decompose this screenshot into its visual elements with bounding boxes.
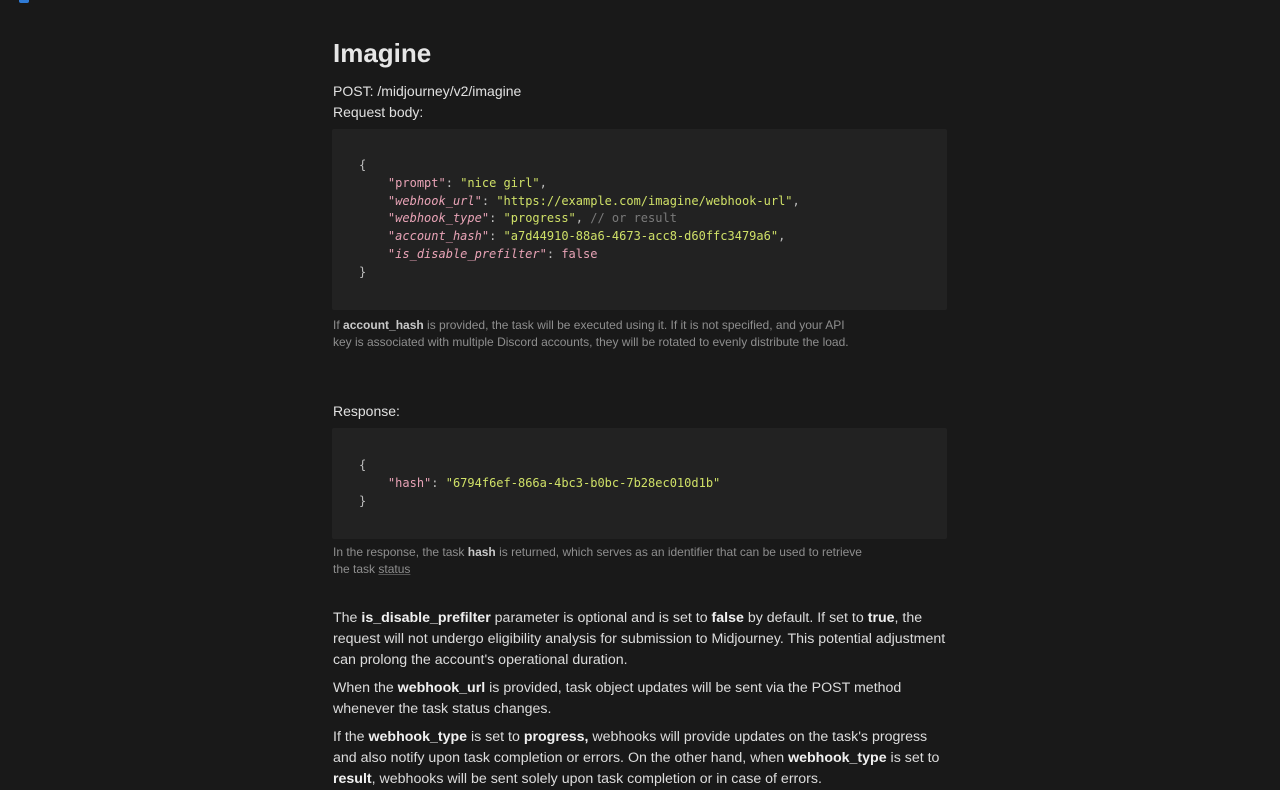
status-link[interactable]: status (378, 562, 411, 576)
prefilter-paragraph: The is_disable_prefilter parameter is optional and is set to false by default. If set to true, the request will not undergo eligibility analysis for submission to Midjourney. This potential adjustment can prolong the account's operational duration. (333, 610, 946, 668)
webhook-url-paragraph: When the webhook_url is provided, task object updates will be sent via the POST method whenever the task status changes. (333, 680, 902, 717)
account-hash-note: If account_hash is provided, the task will be executed using it. If it is not specified, and your API key is associated with multiple Discord accounts, they will be rotated to evenly distribute the load. (333, 318, 849, 349)
response-code-block[interactable]: { "hash": "6794f6ef-866a-4bc3-b0bc-7b28ec010d1b" } (332, 428, 947, 539)
endpoint: POST: /midjourney/v2/imagine (333, 83, 522, 99)
response-label: Response: (333, 403, 400, 419)
request-code-block[interactable]: { "prompt": "nice girl", "webhook_url": "https://example.com/imagine/webhook-url", "webhook_type": "progress", // or result "account_hash": "a7d44910-88a6-4673-acc8-d60ffc3479a6", "is_disable_prefilter": false } (332, 129, 947, 310)
page-title: Imagine (333, 38, 432, 68)
top-bar (0, 0, 1280, 4)
request-body-label: Request body: (333, 104, 424, 120)
webhook-type-paragraph: If the webhook_type is set to progress, webhooks will provide updates on the task's progress and also notify upon task completion or errors. On the other hand, when webhook_type is set to result, webhooks will be sent solely upon task completion or in case of errors. (333, 729, 940, 787)
response-note: In the response, the task hash is returned, which serves as an identifier that can be used to retrieve the task status (333, 545, 862, 576)
app-icon (19, 0, 29, 3)
